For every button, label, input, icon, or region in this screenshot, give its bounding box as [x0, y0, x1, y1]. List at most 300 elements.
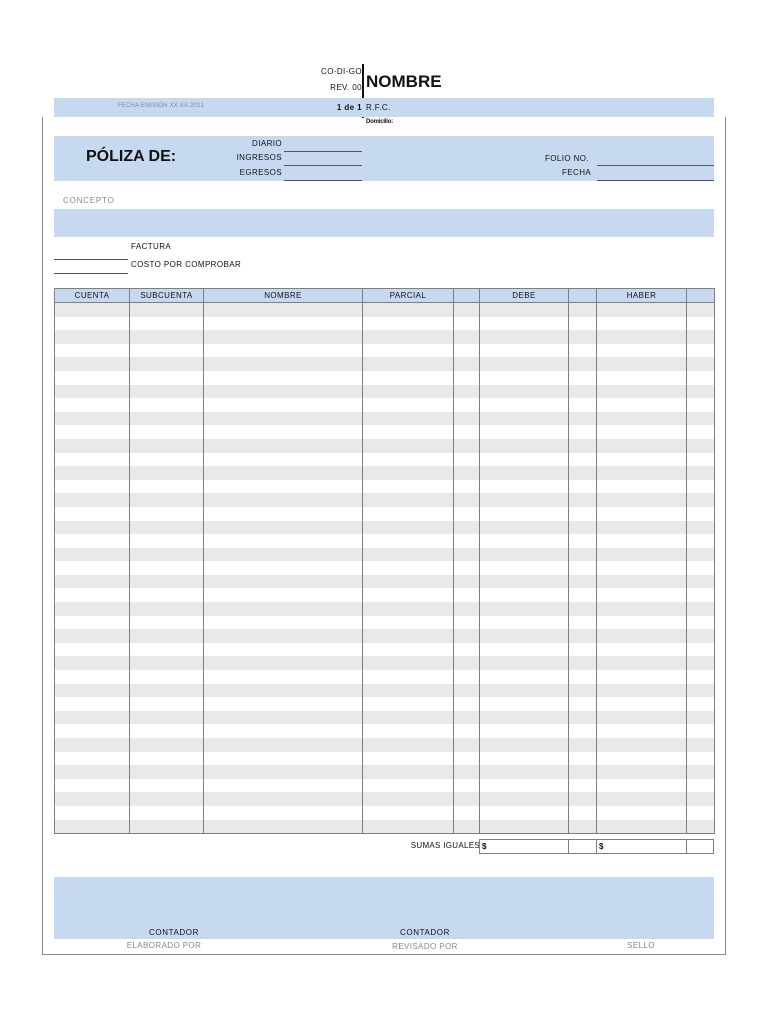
table-cell[interactable] [454, 561, 480, 575]
table-cell[interactable] [204, 792, 363, 806]
table-cell[interactable] [687, 752, 715, 766]
table-cell[interactable] [363, 439, 454, 453]
table-cell[interactable] [204, 480, 363, 494]
table-cell[interactable] [363, 412, 454, 426]
table-cell[interactable] [454, 779, 480, 793]
table-cell[interactable] [597, 548, 687, 562]
table-cell[interactable] [569, 534, 597, 548]
table-cell[interactable] [480, 507, 569, 521]
table-cell[interactable] [569, 521, 597, 535]
table-cell[interactable] [55, 425, 130, 439]
table-cell[interactable] [687, 656, 715, 670]
table-cell[interactable] [569, 480, 597, 494]
table-cell[interactable] [454, 507, 480, 521]
table-cell[interactable] [130, 752, 204, 766]
table-cell[interactable] [569, 330, 597, 344]
table-cell[interactable] [480, 357, 569, 371]
table-cell[interactable] [454, 371, 480, 385]
table-cell[interactable] [204, 779, 363, 793]
table-cell[interactable] [454, 575, 480, 589]
table-cell[interactable] [363, 317, 454, 331]
table-cell[interactable] [569, 453, 597, 467]
table-cell[interactable] [454, 711, 480, 725]
table-cell[interactable] [480, 656, 569, 670]
table-cell[interactable] [55, 548, 130, 562]
table-cell[interactable] [569, 371, 597, 385]
table-cell[interactable] [55, 507, 130, 521]
table-cell[interactable] [55, 724, 130, 738]
table-cell[interactable] [480, 344, 569, 358]
table-cell[interactable] [55, 697, 130, 711]
table-cell[interactable] [204, 656, 363, 670]
table-cell[interactable] [569, 344, 597, 358]
table-cell[interactable] [597, 534, 687, 548]
concepto-field[interactable] [54, 209, 714, 237]
table-cell[interactable] [130, 575, 204, 589]
table-cell[interactable] [569, 616, 597, 630]
table-cell[interactable] [55, 412, 130, 426]
table-cell[interactable] [569, 806, 597, 820]
table-cell[interactable] [363, 711, 454, 725]
table-cell[interactable] [204, 629, 363, 643]
table-cell[interactable] [55, 806, 130, 820]
table-cell[interactable] [687, 765, 715, 779]
table-cell[interactable] [569, 656, 597, 670]
table-cell[interactable] [687, 548, 715, 562]
table-cell[interactable] [569, 792, 597, 806]
fecha-field[interactable] [597, 180, 714, 181]
table-cell[interactable] [130, 385, 204, 399]
table-cell[interactable] [454, 534, 480, 548]
table-cell[interactable] [687, 684, 715, 698]
table-cell[interactable] [597, 724, 687, 738]
table-cell[interactable] [363, 752, 454, 766]
table-cell[interactable] [204, 303, 363, 317]
table-cell[interactable] [55, 643, 130, 657]
table-cell[interactable] [363, 521, 454, 535]
table-cell[interactable] [687, 466, 715, 480]
table-cell[interactable] [569, 385, 597, 399]
table-cell[interactable] [204, 439, 363, 453]
table-cell[interactable] [363, 357, 454, 371]
table-cell[interactable] [130, 765, 204, 779]
table-cell[interactable] [480, 643, 569, 657]
table-cell[interactable] [55, 616, 130, 630]
table-cell[interactable] [204, 412, 363, 426]
table-cell[interactable] [363, 548, 454, 562]
table-cell[interactable] [454, 385, 480, 399]
table-cell[interactable] [687, 344, 715, 358]
sumas-debe-cents-field[interactable] [568, 839, 597, 854]
table-cell[interactable] [363, 670, 454, 684]
table-cell[interactable] [480, 670, 569, 684]
table-cell[interactable] [597, 357, 687, 371]
table-cell[interactable] [363, 507, 454, 521]
table-cell[interactable] [204, 752, 363, 766]
table-cell[interactable] [480, 602, 569, 616]
table-cell[interactable] [480, 317, 569, 331]
table-cell[interactable] [687, 425, 715, 439]
table-cell[interactable] [597, 752, 687, 766]
table-cell[interactable] [480, 493, 569, 507]
table-cell[interactable] [569, 711, 597, 725]
table-cell[interactable] [363, 398, 454, 412]
table-cell[interactable] [687, 398, 715, 412]
table-cell[interactable] [130, 357, 204, 371]
table-cell[interactable] [569, 697, 597, 711]
table-cell[interactable] [569, 765, 597, 779]
table-cell[interactable] [363, 330, 454, 344]
table-cell[interactable] [204, 507, 363, 521]
table-cell[interactable] [363, 806, 454, 820]
table-cell[interactable] [687, 561, 715, 575]
table-cell[interactable] [130, 616, 204, 630]
table-cell[interactable] [363, 616, 454, 630]
table-cell[interactable] [597, 371, 687, 385]
table-cell[interactable] [55, 480, 130, 494]
table-cell[interactable] [55, 588, 130, 602]
table-cell[interactable] [480, 330, 569, 344]
table-cell[interactable] [55, 670, 130, 684]
table-cell[interactable] [130, 453, 204, 467]
table-cell[interactable] [597, 820, 687, 834]
folio-field[interactable] [597, 165, 714, 166]
table-cell[interactable] [454, 317, 480, 331]
table-cell[interactable] [204, 398, 363, 412]
table-cell[interactable] [597, 616, 687, 630]
table-cell[interactable] [55, 602, 130, 616]
table-cell[interactable] [55, 493, 130, 507]
table-cell[interactable] [55, 357, 130, 371]
table-cell[interactable] [597, 643, 687, 657]
table-cell[interactable] [569, 561, 597, 575]
table-cell[interactable] [480, 466, 569, 480]
table-cell[interactable] [687, 330, 715, 344]
table-cell[interactable] [363, 602, 454, 616]
table-cell[interactable] [597, 656, 687, 670]
table-cell[interactable] [55, 820, 130, 834]
table-cell[interactable] [480, 425, 569, 439]
table-cell[interactable] [363, 765, 454, 779]
table-cell[interactable] [454, 480, 480, 494]
table-cell[interactable] [363, 480, 454, 494]
table-cell[interactable] [363, 697, 454, 711]
table-cell[interactable] [130, 806, 204, 820]
table-cell[interactable] [597, 398, 687, 412]
table-cell[interactable] [480, 398, 569, 412]
table-cell[interactable] [569, 439, 597, 453]
table-cell[interactable] [597, 792, 687, 806]
table-cell[interactable] [687, 738, 715, 752]
table-cell[interactable] [454, 670, 480, 684]
table-cell[interactable] [480, 616, 569, 630]
table-cell[interactable] [363, 534, 454, 548]
table-cell[interactable] [597, 670, 687, 684]
table-cell[interactable] [55, 779, 130, 793]
table-cell[interactable] [130, 738, 204, 752]
table-cell[interactable] [130, 344, 204, 358]
table-cell[interactable] [480, 453, 569, 467]
table-cell[interactable] [597, 425, 687, 439]
table-cell[interactable] [597, 507, 687, 521]
table-cell[interactable] [363, 575, 454, 589]
table-cell[interactable] [687, 643, 715, 657]
table-cell[interactable] [363, 303, 454, 317]
table-cell[interactable] [363, 792, 454, 806]
table-cell[interactable] [454, 521, 480, 535]
table-cell[interactable] [130, 602, 204, 616]
table-cell[interactable] [363, 643, 454, 657]
table-cell[interactable] [687, 357, 715, 371]
table-cell[interactable] [480, 697, 569, 711]
table-cell[interactable] [55, 656, 130, 670]
table-cell[interactable] [597, 453, 687, 467]
table-cell[interactable] [204, 684, 363, 698]
table-cell[interactable] [480, 534, 569, 548]
table-cell[interactable] [454, 425, 480, 439]
table-cell[interactable] [204, 616, 363, 630]
table-cell[interactable] [480, 548, 569, 562]
table-cell[interactable] [363, 738, 454, 752]
table-cell[interactable] [55, 344, 130, 358]
table-cell[interactable] [454, 439, 480, 453]
table-cell[interactable] [363, 385, 454, 399]
table-cell[interactable] [480, 752, 569, 766]
table-cell[interactable] [687, 806, 715, 820]
table-cell[interactable] [480, 588, 569, 602]
table-cell[interactable] [204, 371, 363, 385]
table-cell[interactable] [454, 684, 480, 698]
table-cell[interactable] [130, 371, 204, 385]
table-cell[interactable] [480, 412, 569, 426]
table-cell[interactable] [55, 439, 130, 453]
table-cell[interactable] [454, 643, 480, 657]
table-cell[interactable] [204, 602, 363, 616]
table-cell[interactable] [130, 779, 204, 793]
table-cell[interactable] [55, 711, 130, 725]
table-cell[interactable] [454, 792, 480, 806]
table-cell[interactable] [597, 480, 687, 494]
table-cell[interactable] [569, 507, 597, 521]
table-cell[interactable] [480, 575, 569, 589]
table-cell[interactable] [569, 738, 597, 752]
table-cell[interactable] [454, 629, 480, 643]
table-cell[interactable] [454, 765, 480, 779]
table-cell[interactable] [454, 656, 480, 670]
table-cell[interactable] [687, 697, 715, 711]
table-cell[interactable] [597, 521, 687, 535]
table-cell[interactable] [454, 303, 480, 317]
table-cell[interactable] [204, 344, 363, 358]
table-cell[interactable] [363, 344, 454, 358]
table-cell[interactable] [480, 711, 569, 725]
table-cell[interactable] [204, 425, 363, 439]
table-cell[interactable] [454, 548, 480, 562]
table-cell[interactable] [204, 357, 363, 371]
table-cell[interactable] [55, 371, 130, 385]
table-cell[interactable] [55, 317, 130, 331]
table-cell[interactable] [597, 602, 687, 616]
table-cell[interactable] [454, 412, 480, 426]
table-cell[interactable] [597, 412, 687, 426]
table-cell[interactable] [569, 752, 597, 766]
table-cell[interactable] [687, 711, 715, 725]
table-cell[interactable] [130, 493, 204, 507]
table-cell[interactable] [687, 507, 715, 521]
table-cell[interactable] [597, 575, 687, 589]
table-cell[interactable] [204, 453, 363, 467]
table-cell[interactable] [130, 439, 204, 453]
table-cell[interactable] [569, 779, 597, 793]
table-cell[interactable] [130, 303, 204, 317]
table-cell[interactable] [204, 711, 363, 725]
table-cell[interactable] [204, 697, 363, 711]
table-cell[interactable] [597, 765, 687, 779]
table-cell[interactable] [204, 765, 363, 779]
table-cell[interactable] [687, 534, 715, 548]
table-cell[interactable] [55, 534, 130, 548]
table-cell[interactable] [597, 466, 687, 480]
table-cell[interactable] [130, 588, 204, 602]
table-cell[interactable] [204, 330, 363, 344]
table-cell[interactable] [480, 684, 569, 698]
table-cell[interactable] [480, 385, 569, 399]
table-cell[interactable] [687, 317, 715, 331]
table-cell[interactable] [569, 643, 597, 657]
table-cell[interactable] [130, 466, 204, 480]
table-cell[interactable] [687, 385, 715, 399]
table-cell[interactable] [569, 575, 597, 589]
table-cell[interactable] [454, 602, 480, 616]
table-cell[interactable] [55, 752, 130, 766]
table-cell[interactable] [480, 765, 569, 779]
table-cell[interactable] [480, 521, 569, 535]
table-cell[interactable] [130, 684, 204, 698]
table-cell[interactable] [130, 480, 204, 494]
table-cell[interactable] [454, 738, 480, 752]
table-cell[interactable] [569, 670, 597, 684]
table-cell[interactable] [569, 724, 597, 738]
table-cell[interactable] [130, 412, 204, 426]
table-cell[interactable] [569, 588, 597, 602]
table-cell[interactable] [480, 738, 569, 752]
table-cell[interactable] [130, 792, 204, 806]
table-cell[interactable] [55, 684, 130, 698]
table-cell[interactable] [597, 439, 687, 453]
table-cell[interactable] [480, 371, 569, 385]
table-cell[interactable] [480, 779, 569, 793]
table-cell[interactable] [204, 670, 363, 684]
table-cell[interactable] [55, 629, 130, 643]
table-cell[interactable] [597, 317, 687, 331]
table-cell[interactable] [55, 792, 130, 806]
table-cell[interactable] [363, 561, 454, 575]
table-cell[interactable] [204, 548, 363, 562]
table-cell[interactable] [130, 507, 204, 521]
table-cell[interactable] [130, 697, 204, 711]
table-cell[interactable] [363, 425, 454, 439]
table-cell[interactable] [130, 670, 204, 684]
table-cell[interactable] [569, 466, 597, 480]
egresos-field[interactable] [284, 180, 362, 181]
table-cell[interactable] [130, 629, 204, 643]
table-cell[interactable] [687, 575, 715, 589]
table-cell[interactable] [130, 656, 204, 670]
table-cell[interactable] [363, 453, 454, 467]
table-cell[interactable] [204, 575, 363, 589]
table-cell[interactable] [597, 697, 687, 711]
table-cell[interactable] [480, 792, 569, 806]
table-cell[interactable] [55, 398, 130, 412]
table-cell[interactable] [569, 684, 597, 698]
table-cell[interactable] [130, 643, 204, 657]
table-cell[interactable] [454, 453, 480, 467]
table-cell[interactable] [130, 317, 204, 331]
table-cell[interactable] [130, 561, 204, 575]
table-cell[interactable] [597, 493, 687, 507]
table-cell[interactable] [687, 371, 715, 385]
table-cell[interactable] [204, 534, 363, 548]
table-cell[interactable] [687, 820, 715, 834]
table-cell[interactable] [597, 385, 687, 399]
table-cell[interactable] [130, 548, 204, 562]
table-cell[interactable] [130, 398, 204, 412]
table-cell[interactable] [363, 466, 454, 480]
table-cell[interactable] [687, 303, 715, 317]
table-cell[interactable] [363, 493, 454, 507]
table-cell[interactable] [454, 357, 480, 371]
table-cell[interactable] [55, 521, 130, 535]
table-cell[interactable] [569, 820, 597, 834]
sumas-debe-field[interactable] [479, 839, 569, 854]
table-cell[interactable] [597, 303, 687, 317]
table-cell[interactable] [687, 779, 715, 793]
table-cell[interactable] [597, 561, 687, 575]
table-cell[interactable] [569, 398, 597, 412]
table-cell[interactable] [480, 303, 569, 317]
table-cell[interactable] [130, 711, 204, 725]
table-cell[interactable] [130, 521, 204, 535]
table-cell[interactable] [687, 453, 715, 467]
table-cell[interactable] [363, 724, 454, 738]
table-cell[interactable] [687, 602, 715, 616]
table-cell[interactable] [597, 684, 687, 698]
table-cell[interactable] [204, 820, 363, 834]
table-cell[interactable] [204, 521, 363, 535]
table-cell[interactable] [55, 765, 130, 779]
table-cell[interactable] [480, 629, 569, 643]
table-cell[interactable] [597, 330, 687, 344]
table-cell[interactable] [687, 521, 715, 535]
table-cell[interactable] [597, 629, 687, 643]
table-cell[interactable] [130, 425, 204, 439]
table-cell[interactable] [363, 779, 454, 793]
table-cell[interactable] [597, 806, 687, 820]
costo-field[interactable] [54, 273, 128, 274]
table-cell[interactable] [454, 724, 480, 738]
factura-field[interactable] [54, 259, 128, 260]
table-cell[interactable] [55, 303, 130, 317]
table-cell[interactable] [204, 724, 363, 738]
table-cell[interactable] [204, 588, 363, 602]
table-cell[interactable] [130, 724, 204, 738]
table-cell[interactable] [569, 412, 597, 426]
table-cell[interactable] [130, 820, 204, 834]
table-cell[interactable] [569, 357, 597, 371]
table-cell[interactable] [480, 561, 569, 575]
sumas-haber-cents-field[interactable] [686, 839, 714, 854]
table-cell[interactable] [480, 480, 569, 494]
